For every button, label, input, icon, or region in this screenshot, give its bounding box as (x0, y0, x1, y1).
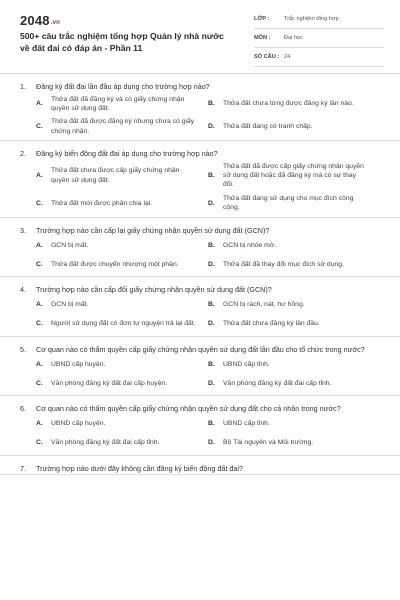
question-item (0, 141, 400, 218)
option-letter: A. (36, 420, 43, 428)
meta-class-row (254, 14, 384, 29)
question-header (0, 277, 400, 296)
question-text: Trường hợp nào cần cấp đổi giấy chứng nhận quyền sử dụng đất (GCN)? (36, 285, 272, 295)
meta-class-label: LỚP : (254, 16, 270, 22)
option-text: Văn phòng đăng ký đất đai cấp huyện. (51, 379, 168, 387)
option-text: Thửa đất đã đăng ký và có giấy chứng nhận quyền sử dụng đất. (51, 95, 185, 112)
answer-options (0, 355, 400, 395)
answer-option[interactable] (208, 317, 380, 336)
option-text: GCN bị nhòe mờ. (223, 241, 277, 249)
answer-option[interactable] (36, 417, 208, 436)
option-text: Thửa đất chưa được cấp giấy chứng nhận quyền sử dụng đất. (51, 167, 180, 184)
question-number: 1. (20, 82, 26, 91)
question-header (0, 74, 400, 93)
document-header (0, 0, 400, 74)
option-text: UBND cấp tỉnh. (223, 420, 270, 428)
option-text: Thửa đất đã được cấp giấy chứng nhận quyền sử dụng đất hoặc đã đăng ký mà có sự thay đổi. (223, 162, 364, 189)
answer-option[interactable] (208, 257, 380, 276)
option-letter: C. (36, 320, 43, 328)
meta-count-value: 24 (284, 54, 291, 60)
option-text: GCN bị rách, nát, hư hỏng. (223, 301, 305, 309)
answer-option[interactable] (208, 417, 380, 436)
option-letter: A. (36, 172, 43, 180)
option-letter: D. (208, 123, 215, 131)
question-text: Đăng ký biến động đất đai áp dụng cho trường hợp nào? (36, 149, 218, 159)
option-text: Văn phòng đăng ký đất đai cấp tỉnh. (223, 379, 332, 387)
answer-options (0, 93, 400, 141)
document-meta (254, 14, 384, 71)
question-item (0, 396, 400, 456)
option-text: GCN bị mất. (51, 301, 89, 309)
answer-option[interactable] (36, 117, 208, 140)
answer-option[interactable] (36, 194, 208, 217)
option-letter: B. (208, 301, 215, 309)
question-header (0, 337, 400, 356)
answer-options (0, 415, 400, 455)
meta-count-label: SỐ CÂU : (254, 54, 280, 60)
question-item (0, 277, 400, 337)
option-text: Thửa đất chưa từng được đăng ký lần nào. (223, 100, 354, 108)
option-text: Thửa đất mới được phân chia lại. (51, 199, 153, 207)
option-letter: C. (36, 379, 43, 387)
logo-suffix: .vn (50, 20, 61, 26)
answer-option[interactable] (208, 194, 380, 217)
option-letter: D. (208, 439, 215, 447)
option-letter: B. (208, 241, 215, 249)
meta-subject-row (254, 33, 384, 48)
question-item (0, 218, 400, 278)
option-letter: A. (36, 360, 43, 368)
answer-option[interactable] (36, 238, 208, 257)
option-text: Thửa đất đang có tranh chấp. (223, 123, 313, 131)
question-header (0, 396, 400, 415)
meta-count-row (254, 52, 384, 67)
option-letter: B. (208, 172, 215, 180)
question-number: 5. (20, 344, 26, 354)
question-header (0, 141, 400, 160)
option-text: UBND cấp huyện. (51, 360, 106, 368)
meta-subject-label: MÔN : (254, 35, 271, 41)
option-letter: C. (36, 260, 43, 268)
answer-option[interactable] (36, 257, 208, 276)
option-text: Thửa đất đang sử dụng cho mục đích công cộng. (223, 194, 354, 212)
option-text: UBND cấp huyện. (51, 420, 106, 428)
option-text: UBND cấp tỉnh. (223, 360, 270, 368)
meta-class-value: Trắc nghiệm tổng hợp (284, 16, 339, 22)
logo-text: 2048 (20, 13, 50, 28)
question-text: Trường hợp nào cần cấp lại giấy chứng nhận quyền sử dụng đất (GCN)? (36, 225, 270, 235)
option-text: GCN bị mất. (51, 241, 89, 249)
question-number: 6. (20, 404, 26, 414)
answer-option[interactable] (208, 117, 380, 140)
option-text: Thửa đất chưa đăng ký lần đầu. (223, 320, 320, 328)
question-text: Cơ quan nào có thẩm quyền cấp giấy chứng nhận quyền sử dụng đất lần đầu cho tổ chức trong nước? (36, 344, 365, 354)
question-number: 4. (20, 285, 26, 295)
answer-options (0, 160, 400, 217)
site-logo[interactable] (20, 13, 60, 28)
option-letter: B. (208, 360, 215, 368)
answer-options (0, 236, 400, 276)
answer-option[interactable] (36, 357, 208, 376)
question-number: 2. (20, 149, 26, 159)
answer-option[interactable] (208, 162, 380, 194)
option-text: Thửa đất đã được đăng ký nhưng chưa có giấy chứng nhận. (51, 118, 195, 135)
option-letter: C. (36, 123, 43, 131)
answer-option[interactable] (208, 298, 380, 317)
option-letter: B. (208, 100, 215, 108)
option-letter: B. (208, 420, 215, 428)
question-item (0, 456, 400, 476)
question-text: Đăng ký đất đai lần đầu áp dụng cho trường hợp nào? (36, 82, 210, 91)
option-letter: D. (208, 379, 215, 387)
option-letter: D. (208, 260, 215, 268)
answer-option[interactable] (208, 238, 380, 257)
answer-option[interactable] (208, 376, 380, 395)
answer-option[interactable] (208, 436, 380, 455)
option-letter: A. (36, 301, 43, 309)
option-text: Văn phòng đăng ký đất đai cấp tỉnh. (51, 439, 160, 447)
answer-option[interactable] (36, 376, 208, 395)
option-letter: D. (208, 320, 215, 328)
meta-subject-value: Đại học (284, 35, 303, 41)
question-number: 7. (20, 463, 26, 473)
question-item (0, 74, 400, 141)
answer-option[interactable] (36, 162, 208, 194)
option-letter: A. (36, 241, 43, 249)
option-letter: D. (208, 199, 215, 207)
answer-options (0, 296, 400, 336)
answer-option[interactable] (208, 357, 380, 376)
question-item (0, 337, 400, 397)
document-title: 500+ câu trắc nghiệm tổng hợp Quản lý nhà nước về đất đai có đáp án - Phần 11 (20, 31, 224, 53)
option-letter: C. (36, 199, 43, 207)
option-text: Người sử dụng đất có đơn tự nguyện trả lại đất. (51, 320, 196, 328)
answer-option[interactable] (36, 298, 208, 317)
question-text: Trường hợp nào dưới đây không cần đăng ký biến động đất đai? (36, 463, 243, 473)
answer-option[interactable] (36, 95, 208, 118)
option-text: Thửa đất được chuyển nhượng một phần. (51, 260, 179, 268)
option-letter: C. (36, 439, 43, 447)
question-header (0, 456, 400, 475)
question-list (0, 74, 400, 600)
answer-option[interactable] (36, 317, 208, 336)
option-letter: A. (36, 100, 43, 108)
option-text: Bộ Tài nguyên và Môi trường. (223, 439, 314, 447)
answer-option[interactable] (36, 436, 208, 455)
question-header (0, 218, 400, 237)
answer-option[interactable] (208, 95, 380, 118)
question-text: Cơ quan nào có thẩm quyền cấp giấy chứng nhận quyền sử dụng đất cho cá nhân trong nước? (36, 404, 341, 414)
question-number: 3. (20, 225, 26, 235)
option-text: Thửa đất đã thay đổi mục đích sử dụng. (223, 260, 344, 268)
